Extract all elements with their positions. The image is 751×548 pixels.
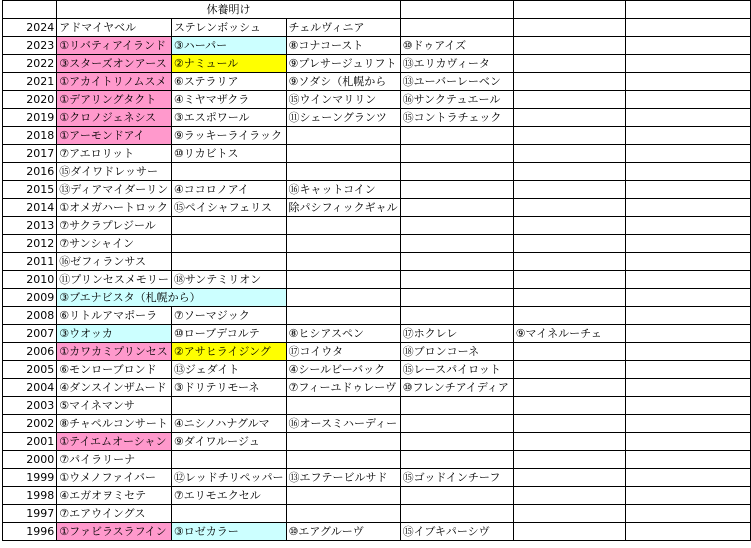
empty-cell[interactable] xyxy=(625,91,750,109)
empty-cell[interactable] xyxy=(286,145,400,163)
table-row xyxy=(3,433,751,451)
empty-cell[interactable] xyxy=(171,163,286,181)
table-row xyxy=(3,271,751,289)
horse-cell[interactable]: ⑮ウインマリリン xyxy=(286,91,400,109)
empty-cell[interactable] xyxy=(513,145,625,163)
table-row xyxy=(3,451,751,469)
year-cell[interactable]: 2017 xyxy=(3,145,57,163)
horse-cell[interactable]: ④ニシノハナグルマ xyxy=(171,415,286,433)
empty-cell[interactable] xyxy=(625,199,750,217)
table-row xyxy=(3,235,751,253)
empty-cell[interactable] xyxy=(513,235,625,253)
year-cell[interactable]: 2022 xyxy=(3,55,57,73)
year-cell[interactable]: 2009 xyxy=(3,289,57,307)
horse-cell[interactable]: ⑩リカビトス xyxy=(171,145,286,163)
year-cell[interactable]: 2019 xyxy=(3,109,57,127)
horse-cell[interactable]: ①ウメノファイバー xyxy=(57,469,172,487)
year-cell[interactable]: 2008 xyxy=(3,307,57,325)
empty-cell[interactable] xyxy=(513,271,625,289)
horse-cell[interactable]: ステレンボッシュ xyxy=(171,19,286,37)
table-row xyxy=(3,379,751,397)
horse-cell[interactable]: ⑧チャペルコンサート xyxy=(57,415,172,433)
horse-cell[interactable]: ③スターズオンアース xyxy=(57,55,172,73)
empty-cell[interactable] xyxy=(625,145,750,163)
empty-cell[interactable] xyxy=(400,145,513,163)
empty-cell[interactable] xyxy=(286,505,400,523)
horse-cell[interactable]: ③ブエナビスタ（札幌から） xyxy=(57,289,286,307)
empty-cell[interactable] xyxy=(400,415,513,433)
empty-cell[interactable] xyxy=(400,451,513,469)
horse-cell[interactable]: ③ドリテリモーネ xyxy=(171,379,286,397)
table-row xyxy=(3,19,751,37)
horse-cell[interactable]: ⑱サンテミリオン xyxy=(171,271,286,289)
year-cell[interactable]: 1999 xyxy=(3,469,57,487)
horse-cell[interactable]: ⑦アエロリット xyxy=(57,145,172,163)
empty-cell[interactable] xyxy=(513,343,625,361)
empty-cell[interactable] xyxy=(400,1,513,19)
empty-cell[interactable] xyxy=(286,397,400,415)
horse-cell[interactable]: ①アーモンドアイ xyxy=(57,127,172,145)
table-row xyxy=(3,487,751,505)
empty-cell[interactable] xyxy=(400,289,513,307)
horse-cell[interactable]: ①リバティアイランド xyxy=(57,37,172,55)
empty-cell[interactable] xyxy=(400,235,513,253)
empty-cell[interactable] xyxy=(625,181,750,199)
empty-cell[interactable] xyxy=(625,109,750,127)
empty-cell[interactable] xyxy=(400,163,513,181)
year-cell[interactable]: 2018 xyxy=(3,127,57,145)
empty-cell[interactable] xyxy=(171,217,286,235)
empty-cell[interactable] xyxy=(625,451,750,469)
horse-cell[interactable]: ①オメガハートロック xyxy=(57,199,172,217)
table-row xyxy=(3,55,751,73)
year-cell[interactable]: 2004 xyxy=(3,379,57,397)
year-cell[interactable]: 2001 xyxy=(3,433,57,451)
horse-cell[interactable]: ⑥リトルアマポーラ xyxy=(57,307,172,325)
empty-cell[interactable] xyxy=(400,433,513,451)
horse-cell[interactable]: ⑮ゴッドインチーフ xyxy=(400,469,513,487)
year-cell[interactable]: 1998 xyxy=(3,487,57,505)
year-cell[interactable]: 2023 xyxy=(3,37,57,55)
horse-cell[interactable]: ④シールビーバック xyxy=(286,361,400,379)
year-cell[interactable]: 2007 xyxy=(3,325,57,343)
horse-cell[interactable]: ⑨マイネルーチェ xyxy=(513,325,625,343)
empty-cell[interactable] xyxy=(513,469,625,487)
year-cell[interactable]: 2006 xyxy=(3,343,57,361)
horse-cell[interactable]: ⑮コントラチェック xyxy=(400,109,513,127)
empty-cell[interactable] xyxy=(513,199,625,217)
horse-cell[interactable]: ⑱ブロンコーネ xyxy=(400,343,513,361)
year-cell[interactable]: 2020 xyxy=(3,91,57,109)
empty-cell[interactable] xyxy=(625,325,750,343)
empty-cell[interactable] xyxy=(513,505,625,523)
horse-cell[interactable]: ⑧ヒシアスペン xyxy=(286,325,400,343)
empty-cell[interactable] xyxy=(171,253,286,271)
horse-cell[interactable]: ⑪プリンセスメモリー xyxy=(57,271,172,289)
empty-cell[interactable] xyxy=(171,235,286,253)
empty-cell[interactable] xyxy=(400,199,513,217)
horse-cell[interactable]: ③ウオッカ xyxy=(57,325,172,343)
year-cell[interactable]: 1996 xyxy=(3,523,57,541)
empty-cell[interactable] xyxy=(286,487,400,505)
empty-cell[interactable] xyxy=(625,433,750,451)
empty-cell[interactable] xyxy=(513,181,625,199)
horse-cell[interactable]: ④エガオヲミセテ xyxy=(57,487,172,505)
table-row xyxy=(3,199,751,217)
horse-cell[interactable]: ①カワカミプリンセス xyxy=(57,343,172,361)
empty-cell[interactable] xyxy=(400,487,513,505)
horse-cell[interactable]: ①アカイトリノムスメ xyxy=(57,73,172,91)
horse-cell[interactable]: ⑮ダイワドレッサー xyxy=(57,163,172,181)
year-cell[interactable]: 2011 xyxy=(3,253,57,271)
empty-cell[interactable] xyxy=(513,289,625,307)
empty-cell[interactable] xyxy=(286,163,400,181)
horse-cell[interactable]: ①デアリングタクト xyxy=(57,91,172,109)
empty-cell[interactable] xyxy=(513,307,625,325)
empty-cell[interactable] xyxy=(625,271,750,289)
empty-cell[interactable] xyxy=(513,127,625,145)
empty-cell[interactable] xyxy=(286,217,400,235)
empty-cell[interactable] xyxy=(171,397,286,415)
empty-cell[interactable] xyxy=(625,505,750,523)
empty-cell[interactable] xyxy=(625,289,750,307)
horse-cell[interactable]: ⑩エアグルーヴ xyxy=(286,523,400,541)
empty-cell[interactable] xyxy=(171,451,286,469)
horse-cell[interactable]: ⑦フィーユドゥレーヴ xyxy=(286,379,400,397)
empty-cell[interactable] xyxy=(625,361,750,379)
empty-cell[interactable] xyxy=(513,37,625,55)
horse-cell[interactable]: ⑬ディアマイダーリン xyxy=(57,181,172,199)
table-row xyxy=(3,253,751,271)
year-cell[interactable]: 2005 xyxy=(3,361,57,379)
horse-cell[interactable]: ⑦エアウイングス xyxy=(57,505,172,523)
empty-cell[interactable] xyxy=(625,469,750,487)
empty-cell[interactable] xyxy=(400,505,513,523)
empty-cell[interactable] xyxy=(513,397,625,415)
horse-cell[interactable]: ④ダンスインザムード xyxy=(57,379,172,397)
year-cell[interactable]: 2016 xyxy=(3,163,57,181)
empty-cell[interactable] xyxy=(513,415,625,433)
table-row xyxy=(3,415,751,433)
empty-cell[interactable] xyxy=(513,361,625,379)
horse-cell[interactable]: ⑨ソダシ（札幌から xyxy=(286,73,400,91)
horse-cell[interactable]: ⑨ダイワルージュ xyxy=(171,433,286,451)
horse-cell[interactable]: ③ハーパー xyxy=(171,37,286,55)
table-body xyxy=(3,1,751,541)
empty-cell[interactable] xyxy=(400,217,513,235)
horse-cell[interactable]: ⑦ソーマジック xyxy=(171,307,286,325)
empty-cell[interactable] xyxy=(625,55,750,73)
horse-cell[interactable]: ⑯キャットコイン xyxy=(286,181,400,199)
horse-cell[interactable]: ⑰ホクレレ xyxy=(400,325,513,343)
horse-cell[interactable]: ⑧コナコースト xyxy=(286,37,400,55)
table-row xyxy=(3,505,751,523)
empty-cell[interactable] xyxy=(400,271,513,289)
horse-cell[interactable]: ②アサヒライジング xyxy=(171,343,286,361)
empty-cell[interactable] xyxy=(625,487,750,505)
horse-cell[interactable]: ⑰コイウタ xyxy=(286,343,400,361)
year-cell[interactable]: 1997 xyxy=(3,505,57,523)
empty-cell[interactable] xyxy=(625,127,750,145)
table-row xyxy=(3,91,751,109)
empty-cell[interactable] xyxy=(400,397,513,415)
horse-cell[interactable]: ⑯ゼフィランサス xyxy=(57,253,172,271)
empty-cell[interactable] xyxy=(400,307,513,325)
horse-cell[interactable]: ④ミヤマザクラ xyxy=(171,91,286,109)
table-row xyxy=(3,109,751,127)
empty-cell[interactable] xyxy=(625,1,750,19)
year-cell[interactable]: 2021 xyxy=(3,73,57,91)
empty-cell[interactable] xyxy=(286,289,400,307)
empty-cell[interactable] xyxy=(286,271,400,289)
horse-cell[interactable]: ⑯サンクテュエール xyxy=(400,91,513,109)
empty-cell[interactable] xyxy=(513,217,625,235)
horse-cell[interactable]: ⑮ペイシャフェリス xyxy=(171,199,286,217)
horse-cell[interactable]: チェルヴィニア xyxy=(286,19,400,37)
year-cell[interactable]: 2012 xyxy=(3,235,57,253)
table-row xyxy=(3,127,751,145)
horse-cell[interactable]: ①ファビラスラフイン xyxy=(57,523,172,541)
horse-cell[interactable]: ⑩フレンチアイディア xyxy=(400,379,513,397)
empty-cell[interactable] xyxy=(171,505,286,523)
empty-cell[interactable] xyxy=(625,253,750,271)
horse-cell[interactable]: ⑤マイネマンサ xyxy=(57,397,172,415)
empty-cell[interactable] xyxy=(625,37,750,55)
horse-cell[interactable]: ⑦サクラプレジール xyxy=(57,217,172,235)
horse-cell[interactable]: ⑬エフテービルサド xyxy=(286,469,400,487)
empty-cell[interactable] xyxy=(513,433,625,451)
table-row xyxy=(3,469,751,487)
year-cell[interactable]: 2015 xyxy=(3,181,57,199)
empty-cell[interactable] xyxy=(513,523,625,541)
horse-cell[interactable]: ⑩ローブデコルテ xyxy=(171,325,286,343)
horse-cell[interactable]: ②ナミュール xyxy=(171,55,286,73)
horse-cell[interactable]: ⑬エリカヴィータ xyxy=(400,55,513,73)
empty-cell[interactable] xyxy=(625,343,750,361)
table-row xyxy=(3,361,751,379)
table-row xyxy=(3,181,751,199)
empty-cell[interactable] xyxy=(513,73,625,91)
empty-cell[interactable] xyxy=(625,415,750,433)
horse-cell[interactable]: ⑩ドゥアイズ xyxy=(400,37,513,55)
table-row xyxy=(3,163,751,181)
year-cell[interactable]: 2024 xyxy=(3,19,57,37)
horse-cell[interactable]: ⑦サンシャイン xyxy=(57,235,172,253)
horse-cell[interactable]: ⑬ユーバーレーベン xyxy=(400,73,513,91)
horse-cell[interactable]: ⑥モンローブロンド xyxy=(57,361,172,379)
empty-cell[interactable] xyxy=(625,235,750,253)
table-title[interactable]: 休養明け xyxy=(57,1,400,19)
empty-cell[interactable] xyxy=(513,91,625,109)
horse-cell[interactable]: ⑬ジェダイト xyxy=(171,361,286,379)
horse-cell[interactable]: ⑫レッドチリペッパー xyxy=(171,469,286,487)
empty-cell[interactable] xyxy=(400,181,513,199)
empty-cell[interactable] xyxy=(286,253,400,271)
horse-cell[interactable]: ③エスポワール xyxy=(171,109,286,127)
horse-cell[interactable]: アドマイヤベル xyxy=(57,19,172,37)
horse-cell[interactable]: ⑨ラッキーライラック xyxy=(171,127,286,145)
empty-cell[interactable] xyxy=(625,379,750,397)
year-cell[interactable]: 2003 xyxy=(3,397,57,415)
corner-cell[interactable] xyxy=(3,1,57,19)
horse-cell[interactable]: ⑦パイラリーナ xyxy=(57,451,172,469)
empty-cell[interactable] xyxy=(513,379,625,397)
horse-cell[interactable]: 除パシフィックギャル xyxy=(286,199,400,217)
horse-cell[interactable]: ④ココロノアイ xyxy=(171,181,286,199)
table-row xyxy=(3,307,751,325)
horse-cell[interactable]: ⑦エリモエクセル xyxy=(171,487,286,505)
year-cell[interactable]: 2000 xyxy=(3,451,57,469)
horse-cell[interactable]: ⑮イブキパーシヴ xyxy=(400,523,513,541)
empty-cell[interactable] xyxy=(625,163,750,181)
horse-cell[interactable]: ①テイエムオーシャン xyxy=(57,433,172,451)
horse-cell[interactable]: ③ロゼカラー xyxy=(171,523,286,541)
empty-cell[interactable] xyxy=(513,55,625,73)
results-table xyxy=(2,0,751,541)
table-row xyxy=(3,523,751,541)
empty-cell[interactable] xyxy=(513,451,625,469)
empty-cell[interactable] xyxy=(400,127,513,145)
table-row xyxy=(3,289,751,307)
empty-cell[interactable] xyxy=(286,307,400,325)
table-row xyxy=(3,37,751,55)
empty-cell[interactable] xyxy=(513,253,625,271)
empty-cell[interactable] xyxy=(400,19,513,37)
empty-cell[interactable] xyxy=(513,109,625,127)
year-cell[interactable]: 2014 xyxy=(3,199,57,217)
horse-cell[interactable]: ⑯オースミハーディー xyxy=(286,415,400,433)
horse-cell[interactable]: ⑥ステラリア xyxy=(171,73,286,91)
table-row xyxy=(3,73,751,91)
year-cell[interactable]: 2010 xyxy=(3,271,57,289)
empty-cell[interactable] xyxy=(625,523,750,541)
horse-cell[interactable]: ⑨プレサージュリフト xyxy=(286,55,400,73)
year-cell[interactable]: 2002 xyxy=(3,415,57,433)
empty-cell[interactable] xyxy=(513,487,625,505)
empty-cell[interactable] xyxy=(286,127,400,145)
empty-cell[interactable] xyxy=(513,19,625,37)
table-row xyxy=(3,325,751,343)
empty-cell[interactable] xyxy=(625,307,750,325)
empty-cell[interactable] xyxy=(625,217,750,235)
empty-cell[interactable] xyxy=(513,163,625,181)
horse-cell[interactable]: ⑮レースパイロット xyxy=(400,361,513,379)
empty-cell[interactable] xyxy=(513,1,625,19)
title-row xyxy=(3,1,751,19)
horse-cell[interactable]: ⑪シェーングランツ xyxy=(286,109,400,127)
empty-cell[interactable] xyxy=(625,73,750,91)
table-row xyxy=(3,217,751,235)
horse-cell[interactable]: ①クロノジェネシス xyxy=(57,109,172,127)
empty-cell[interactable] xyxy=(625,19,750,37)
table-row xyxy=(3,397,751,415)
year-cell[interactable]: 2013 xyxy=(3,217,57,235)
table-row xyxy=(3,343,751,361)
empty-cell[interactable] xyxy=(286,235,400,253)
empty-cell[interactable] xyxy=(400,253,513,271)
table-row xyxy=(3,145,751,163)
empty-cell[interactable] xyxy=(625,397,750,415)
empty-cell[interactable] xyxy=(286,433,400,451)
empty-cell[interactable] xyxy=(286,451,400,469)
